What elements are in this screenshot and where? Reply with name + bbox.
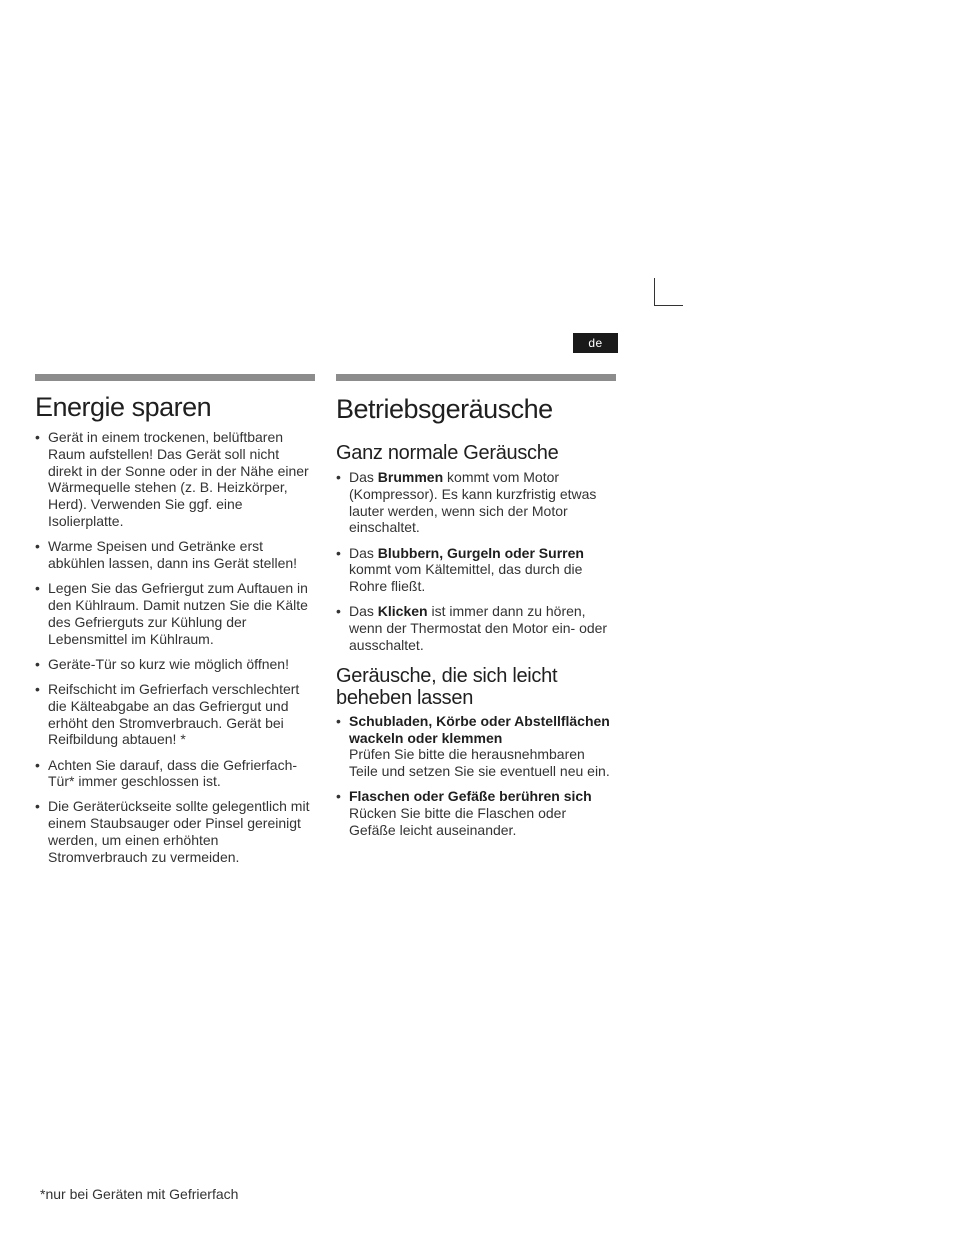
list-item: • Gerät in einem trockenen, belüftbaren Raum aufstellen! Das Gerät soll nicht direkt in der Sonne oder in der Nähe einer Wärmequelle stehen (z. B. Heizkörper, Herd). Verwenden Sie ggf. eine Isolierplatte.	[35, 429, 315, 530]
list-item: • Geräte-Tür so kurz wie möglich öffnen!	[35, 656, 315, 673]
language-badge: de	[573, 333, 618, 353]
list-item: • Reifschicht im Gefrierfach verschlechtert die Kälteabgabe an das Gefriergut und erhöht den Stromverbrauch. Gerät bei Reifbildung abtauen! *	[35, 681, 315, 748]
list-item: • Warme Speisen und Getränke erst abkühlen lassen, dann ins Gerät stellen!	[35, 538, 315, 572]
fixable-noises-heading: Geräusche, die sich leicht beheben lassen	[336, 664, 558, 709]
list-item: • Das Klicken ist immer dann zu hören, wenn der Thermostat den Motor ein- oder ausschaltet.	[336, 603, 616, 653]
list-item: • Legen Sie das Gefriergut zum Auftauen in den Kühlraum. Damit nutzen Sie die Kälte des Gefrierguts zur Kühlung der Lebensmittel im Kühlraum.	[35, 580, 315, 647]
list-item: • Achten Sie darauf, dass die Gefrierfach-Tür* immer geschlossen ist.	[35, 757, 315, 791]
list-item: • Die Geräterückseite sollte gelegentlich mit einem Staubsauger oder Pinsel gereinigt werden, um einen erhöhten Stromverbrauch zu vermeiden.	[35, 798, 315, 865]
list-item: • Flaschen oder Gefäße berühren sich Rücken Sie bitte die Flaschen oder Gefäße leicht auseinander.	[336, 788, 616, 838]
normal-noises-list	[336, 469, 616, 654]
normal-noises-heading: Ganz normale Geräusche	[336, 442, 559, 464]
energy-saving-list	[35, 429, 315, 866]
energy-saving-section	[35, 374, 315, 874]
list-item: • Schubladen, Körbe oder Abstellflächen wackeln oder klemmen Prüfen Sie bitte die herausnehmbaren Teile und setzen Sie sie eventuell neu ein.	[336, 713, 616, 780]
footnote: *nur bei Geräten mit Gefrierfach	[40, 1186, 239, 1202]
crop-mark	[654, 278, 683, 306]
operating-noises-title: Betriebsgeräusche	[336, 394, 553, 424]
list-item: • Das Blubbern, Gurgeln oder Surren kommt vom Kältemittel, das durch die Rohre fließt.	[336, 545, 616, 595]
list-item: • Das Brummen kommt vom Motor (Kompressor). Es kann kurzfristig etwas lauter werden, wenn sich der Motor einschaltet.	[336, 469, 616, 536]
section-rule	[35, 374, 315, 381]
operating-noises-section	[336, 374, 616, 847]
fixable-noises-list	[336, 713, 616, 839]
energy-saving-title: Energie sparen	[35, 392, 212, 422]
section-rule	[336, 374, 616, 381]
